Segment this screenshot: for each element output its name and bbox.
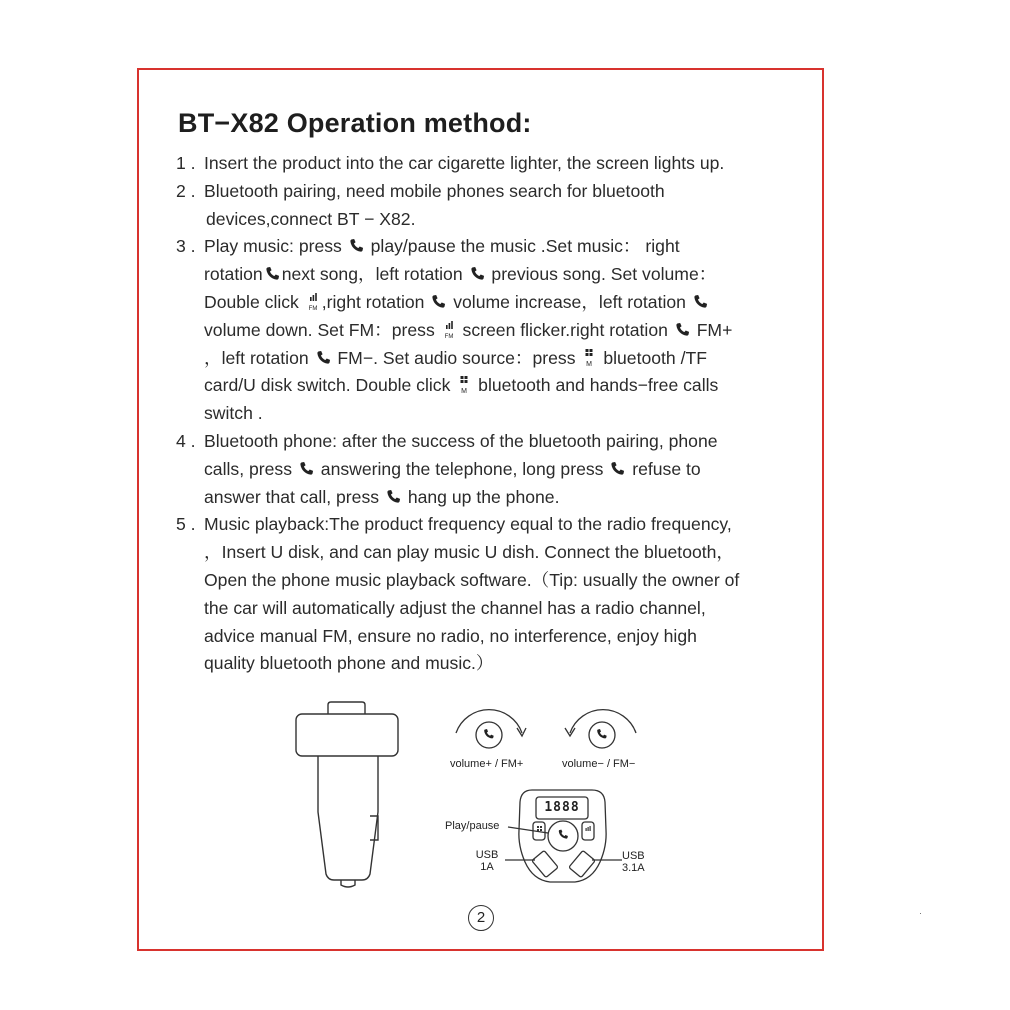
phone-icon — [675, 322, 690, 337]
step-text — [204, 428, 786, 511]
step-line — [204, 484, 786, 512]
step-number: 1 . — [176, 153, 196, 173]
step-number: 2 . — [176, 180, 196, 201]
phone-icon — [470, 266, 485, 281]
step-fragment: previous song. Set volume： — [491, 264, 717, 285]
step-fragment: answer that call, press — [204, 486, 380, 507]
stray-dot — [920, 913, 921, 914]
step-fragment: bluetooth /TF — [603, 347, 707, 368]
step-line — [204, 345, 786, 373]
step-fragment: next song，left rotation — [281, 264, 463, 285]
step-line — [204, 456, 786, 484]
step-line: switch . — [204, 403, 263, 424]
step-1 — [176, 150, 786, 178]
step-line — [204, 261, 786, 289]
knob-left-label: volume− / FM− — [562, 758, 636, 770]
step-2 — [176, 178, 786, 234]
step-fragment: card/U disk switch. Double click — [204, 375, 451, 396]
phone-icon — [265, 266, 280, 281]
step-line: advice manual FM, ensure no radio, no interference, enjoy high — [204, 625, 697, 646]
phone-icon — [316, 350, 331, 365]
step-3 — [176, 233, 786, 428]
phone-icon — [386, 489, 401, 504]
step-fragment: Play music: press — [204, 236, 342, 257]
step-line: Open the phone music playback software.（Tip: usually the owner of — [204, 569, 740, 590]
step-fragment: FM+ — [696, 319, 733, 340]
step-line: Bluetooth phone: after the success of the bluetooth pairing, phone — [204, 430, 718, 451]
step-5 — [176, 511, 786, 678]
step-text — [204, 511, 786, 678]
phone-icon — [431, 294, 446, 309]
svg-text:M: M — [461, 388, 468, 396]
step-4 — [176, 428, 786, 511]
step-fragment: volume down. Set FM：press — [204, 319, 435, 340]
step-fragment: calls, press — [204, 458, 292, 479]
phone-icon — [610, 461, 625, 476]
step-fragment: FM−. Set audio source：press — [337, 347, 576, 368]
phone-icon — [349, 238, 364, 253]
step-line — [204, 317, 786, 345]
step-number: 3 . — [176, 236, 196, 257]
step-number: 4 . — [176, 430, 196, 451]
step-fragment: play/pause the music .Set music： right — [370, 236, 680, 257]
step-line: ，Insert U disk, and can play music U dish. Connect the bluetooth， — [204, 542, 735, 563]
step-fragment: refuse to — [632, 458, 701, 479]
svg-text:FM: FM — [444, 333, 453, 340]
step-text — [204, 178, 786, 234]
step-fragment: Double click — [204, 291, 299, 312]
device-display-readout: 1888 — [544, 800, 580, 815]
usb-left-label-line: USB — [475, 849, 499, 861]
fm-signal-icon — [306, 292, 320, 312]
step-text — [204, 150, 786, 178]
step-fragment: screen flicker.right rotation — [462, 319, 668, 340]
step-line: devices,connect BT − X82. — [206, 208, 416, 229]
knob-right-label: volume+ / FM+ — [450, 758, 524, 770]
step-line — [204, 233, 786, 261]
step-text — [204, 233, 786, 428]
fm-signal-icon — [442, 320, 456, 340]
usb-left-label — [475, 849, 499, 873]
usb-right-label-line: USB — [622, 850, 645, 862]
step-line: Bluetooth pairing, need mobile phones search for bluetooth — [204, 180, 665, 201]
step-fragment: answering the telephone, long press — [320, 458, 604, 479]
play-pause-label: Play/pause — [445, 820, 500, 832]
step-fragment: ，left rotation — [204, 347, 309, 368]
mode-m-icon — [457, 375, 471, 395]
svg-text:M: M — [586, 360, 593, 368]
step-line: Music playback:The product frequency equal to the radio frequency, — [204, 514, 732, 535]
step-fragment: hang up the phone. — [407, 486, 560, 507]
instruction-list — [176, 150, 786, 678]
svg-text:FM: FM — [308, 305, 318, 312]
step-fragment: rotation — [204, 264, 263, 285]
page-number: 2 — [468, 905, 494, 931]
usb-left-label-line: 1A — [480, 861, 494, 873]
page-title: BT−X82 Operation method: — [178, 108, 532, 138]
mode-m-icon — [582, 348, 596, 368]
step-fragment: bluetooth and hands−free calls — [478, 375, 719, 396]
step-line: the car will automatically adjust the channel has a radio channel, — [204, 597, 706, 618]
step-line: Insert the product into the car cigarette lighter, the screen lights up. — [204, 153, 725, 173]
step-line — [204, 372, 786, 400]
usb-right-label — [622, 850, 650, 874]
usb-right-label-line: 3.1A — [622, 862, 645, 874]
step-number: 5 . — [176, 514, 196, 535]
phone-icon — [299, 461, 314, 476]
step-line — [204, 289, 786, 317]
step-fragment: ,right rotation — [321, 291, 425, 312]
step-fragment: volume increase，left rotation — [453, 291, 686, 312]
step-line: quality bluetooth phone and music.） — [204, 653, 494, 674]
phone-icon — [693, 294, 708, 309]
